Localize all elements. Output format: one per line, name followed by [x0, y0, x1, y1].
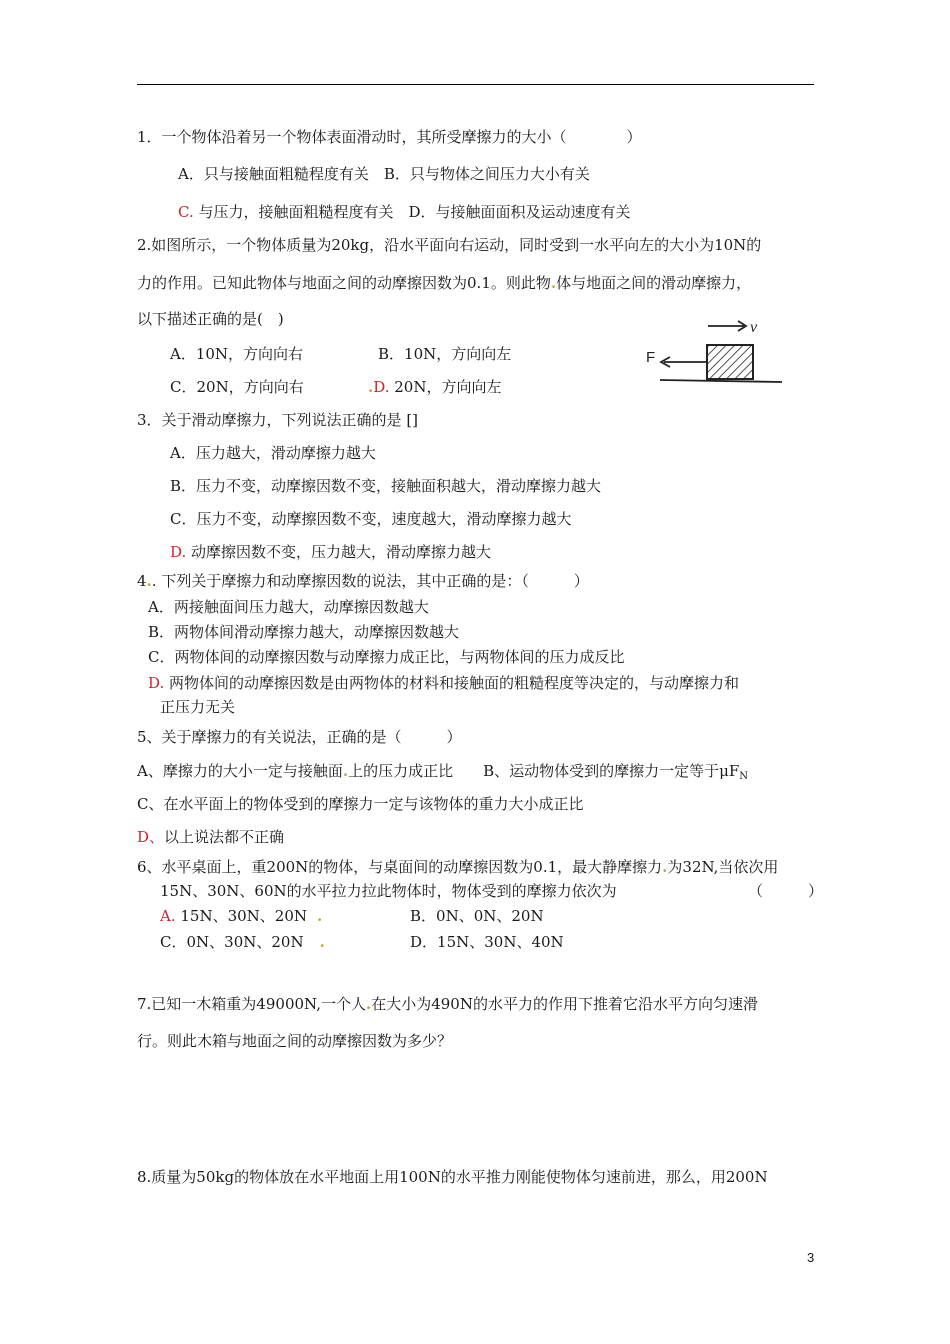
q5-mark-dot: .	[342, 762, 349, 780]
q2-line3: 以下描述正确的是( )	[137, 310, 284, 328]
q2-line2	[137, 273, 751, 293]
q6-option-a	[160, 906, 322, 926]
q2-line1: 2.如图所示，一个物体质量为20kg，沿水平面向右运动，同时受到一水平向左的大小为10N的	[137, 236, 762, 254]
header-rule	[137, 84, 814, 85]
force-label: F	[646, 349, 656, 366]
q4-option-c: C．两物体间的动摩擦因数与动摩擦力成正比，与两物体间的压力成反比	[148, 648, 625, 666]
q3-option-c: C．压力不变，动摩擦因数不变，速度越大，滑动摩擦力越大	[170, 510, 572, 528]
q7-mark-dot: .	[365, 995, 372, 1013]
q4-option-a: A．两接触面间压力越大，动摩擦因数越大	[148, 598, 429, 616]
q6-option-a-dot: .	[317, 907, 323, 925]
q5-options-ab-part2: 上的压力成正比 B、运动物体受到的摩擦力一定等于μF	[348, 762, 740, 780]
q4-option-b: B．两物体间滑动摩擦力越大，动摩擦因数越大	[148, 623, 460, 641]
q5-subscript-n: N	[739, 771, 749, 782]
q8-line1: 8.质量为50kg的物体放在水平地面上用100N的水平推力刚能使物体匀速前进，那么，用200N	[137, 1168, 768, 1186]
q6-answer-letter: A.	[160, 907, 176, 925]
q1-answer-letter: C.	[178, 203, 194, 221]
q6-line1-part1: 6、水平桌面上，重200N的物体，与桌面间的动摩擦因数为0.1，最大静摩擦力	[137, 858, 663, 876]
q3-option-a: A．压力越大，滑动摩擦力越大	[170, 444, 376, 462]
q2-option-b: B．10N，方向向左	[378, 345, 512, 363]
q3-option-b: B．压力不变，动摩擦因数不变，接触面积越大，滑动摩擦力越大	[170, 477, 602, 495]
q7-line2: 行。则此木箱与地面之间的动摩擦因数为多少？	[137, 1032, 453, 1050]
q5-option-d	[137, 827, 284, 847]
q4-number: 4	[137, 572, 147, 590]
q5-answer-letter: D、	[137, 828, 165, 846]
hatched-block	[707, 345, 753, 379]
q6-option-c-text: C．0N、30N、20N	[160, 933, 304, 951]
q5-option-c: C、在水平面上的物体受到的摩擦力一定与该物体的重力大小成正比	[137, 795, 584, 813]
q2-option-d-dot: .	[368, 378, 374, 396]
q6-line2: 15N、30N、60N的水平拉力拉此物体时，物体受到的摩擦力依次为	[160, 882, 617, 900]
q3-answer-letter: D.	[170, 543, 187, 561]
q4-option-d	[148, 673, 739, 693]
q5-option-d-text: 以上说法都不正确	[164, 828, 285, 846]
page-number: 3	[807, 1250, 815, 1265]
q6-mark-dot: .	[662, 858, 668, 876]
q6-option-c-dot: .	[319, 933, 325, 951]
q2-option-d	[368, 377, 501, 397]
q7-line1-part2: 在大小为490N的水平力的作用下推着它沿水平方向匀速滑	[371, 995, 758, 1013]
q1-options-ab: A．只与接触面粗糙程度有关 B．只与物体之间压力大小有关	[178, 165, 590, 183]
q7-line1-part1: 7.已知一木箱重为49000N,一个人	[137, 995, 366, 1013]
q4-stem	[137, 571, 589, 591]
q5-stem: 5、关于摩擦力的有关说法，正确的是（ ）	[137, 728, 462, 746]
q1-stem: 1．一个物体沿着另一个物体表面滑动时，其所受摩擦力的大小（ ）	[137, 128, 642, 146]
q3-option-d-text: 动摩擦因数不变，压力越大，滑动摩擦力越大	[186, 543, 492, 561]
q4-answer-letter: D.	[148, 674, 165, 692]
q6-option-a-text: 15N、30N、20N	[175, 907, 308, 925]
q2-force-diagram	[640, 312, 790, 396]
q2-line2-part1: 力的作用。已知此物体与地面之间的动摩擦因数为0.1。则此物	[137, 274, 551, 292]
q4-option-d-cont: 正压力无关	[160, 698, 236, 716]
q4-option-d-text: 两物体间的动摩擦因数是由两物体的材料和接触面的粗糙程度等决定的，与动摩擦力和	[164, 674, 740, 692]
q4-mark-dot: .	[146, 572, 152, 590]
velocity-label: v	[750, 319, 758, 336]
ground-line	[660, 380, 782, 382]
q2-option-c: C．20N，方向向右	[170, 378, 304, 396]
q2-mark-dot: .	[550, 274, 557, 292]
q6-option-b: B．0N、0N、20N	[410, 907, 544, 925]
q5-options-ab-part1: A、摩擦力的大小一定与接触面	[137, 762, 343, 780]
q2-answer-letter: D.	[373, 378, 390, 396]
q1-options-cd-text: 与压力，接触面粗糙程度有关 D．与接触面面积及运动速度有关	[193, 203, 631, 221]
q3-option-d	[170, 542, 491, 562]
q4-stem-text: . 下列关于摩擦力和动摩擦因数的说法，其中正确的是：（ ）	[151, 572, 589, 590]
q6-option-c	[160, 932, 325, 952]
q2-line2-part2: 体与地面之间的滑动摩擦力，	[556, 274, 752, 292]
q7-line1	[137, 994, 758, 1014]
q6-line1-part2: 为32N,当依次用	[667, 858, 779, 876]
q6-option-d: D．15N、30N、40N	[410, 933, 564, 951]
q6-line1	[137, 857, 778, 877]
q2-option-a: A．10N，方向向右	[170, 345, 304, 363]
q6-answer-paren: （ ）	[748, 882, 824, 900]
q3-stem: 3．关于滑动摩擦力，下列说法正确的是 []	[137, 411, 419, 429]
q1-options-cd	[178, 202, 631, 222]
q5-options-ab	[137, 761, 748, 787]
q2-option-d-text: 20N，方向向左	[389, 378, 502, 396]
